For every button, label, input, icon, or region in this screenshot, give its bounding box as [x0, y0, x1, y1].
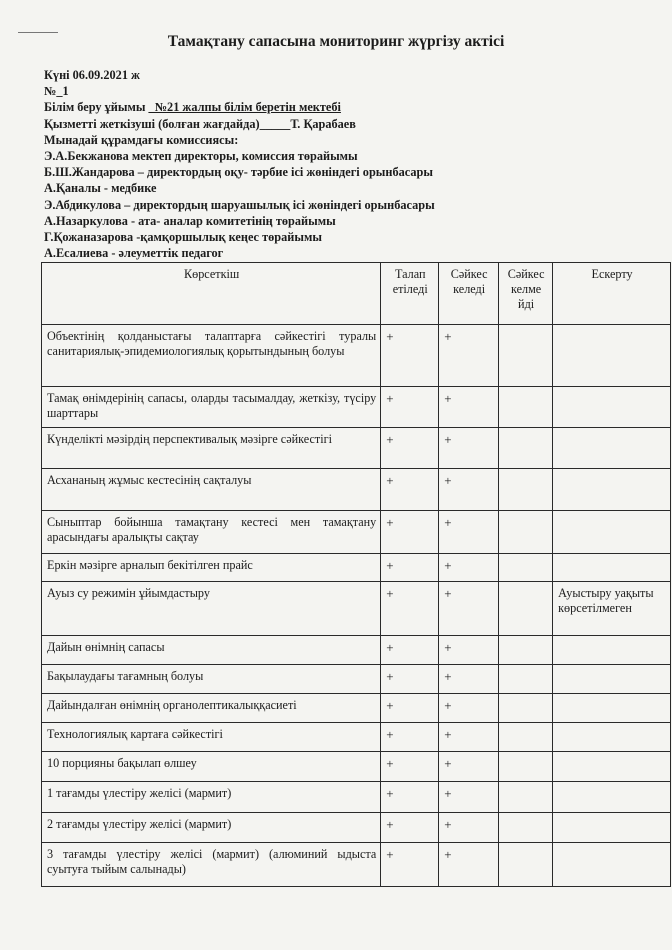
- compliant-mark: +: [439, 428, 499, 469]
- note-cell: [553, 387, 671, 428]
- noncompliant-mark: [499, 428, 553, 469]
- table-row: [42, 469, 671, 511]
- supplier-blank: _____: [259, 116, 291, 131]
- required-mark: +: [381, 665, 439, 694]
- indicator-cell: 2 тағамды үлестіру желісі (мармит): [42, 813, 381, 843]
- table-row: [42, 636, 671, 665]
- organization-line: [44, 99, 644, 115]
- note-cell: [553, 469, 671, 511]
- organization-value: _№21 жалпы білім беретін мектебі: [148, 100, 341, 115]
- noncompliant-mark: [499, 554, 553, 582]
- required-mark: +: [381, 694, 439, 723]
- indicator-cell: 10 порцияны бақылап өлшеу: [42, 752, 381, 782]
- note-cell: [553, 325, 671, 387]
- note-cell: [553, 813, 671, 843]
- noncompliant-mark: [499, 843, 553, 887]
- document-title: Тамақтану сапасына мониторинг жүргізу актісі: [167, 33, 505, 50]
- compliant-mark: +: [439, 636, 499, 665]
- noncompliant-mark: [499, 752, 553, 782]
- indicator-cell: Сыныптар бойынша тамақтану кестесі мен тамақтану арасындағы аралықты сақтау: [42, 511, 381, 554]
- indicator-cell: Бақылаудағы тағамның болуы: [42, 665, 381, 694]
- required-mark: +: [381, 387, 439, 428]
- supplier-value: Т. Қарабаев: [290, 116, 356, 131]
- noncompliant-mark: [499, 469, 553, 511]
- table-row: [42, 752, 671, 782]
- table-row: [42, 387, 671, 428]
- supplier-label: Қызметті жеткізуші (болған жағдайда): [44, 116, 260, 131]
- compliant-mark: +: [439, 554, 499, 582]
- compliant-mark: +: [439, 665, 499, 694]
- required-mark: +: [381, 428, 439, 469]
- monitoring-table: [41, 262, 671, 887]
- indicator-cell: Еркін мәзірге арналып бекітілген прайс: [42, 554, 381, 582]
- compliant-mark: +: [439, 843, 499, 887]
- noncompliant-mark: [499, 723, 553, 752]
- header-required: Талап етіледі: [381, 263, 439, 325]
- number-line: №_1: [44, 84, 69, 99]
- compliant-mark: +: [439, 387, 499, 428]
- noncompliant-mark: [499, 782, 553, 813]
- commission-member: Э.Абдикулова – директордың шаруашылық ісі жөніндегі орынбасары: [44, 197, 435, 212]
- table-row: [42, 325, 671, 387]
- table-row: [42, 813, 671, 843]
- required-mark: +: [381, 636, 439, 665]
- required-mark: +: [381, 813, 439, 843]
- indicator-cell: Күнделікті мәзірдің перспективалық мәзірге сәйкестігі: [42, 428, 381, 469]
- note-cell: [553, 843, 671, 887]
- table-header-row: [42, 263, 671, 325]
- note-cell: [553, 428, 671, 469]
- indicator-cell: Тамақ өнімдерінің сапасы, оларды тасымалдау, жеткізу, түсіру шарттары: [42, 387, 381, 428]
- indicator-cell: Асхананың жұмыс кестесінің сақталуы: [42, 469, 381, 511]
- required-mark: +: [381, 511, 439, 554]
- note-cell: [553, 723, 671, 752]
- header-block: [44, 67, 644, 261]
- required-mark: +: [381, 582, 439, 636]
- note-cell: [553, 694, 671, 723]
- table-row: [42, 723, 671, 752]
- compliant-mark: +: [439, 723, 499, 752]
- table-row: [42, 843, 671, 887]
- indicator-cell: Дайындалған өнімнің органолептикалыққасиеті: [42, 694, 381, 723]
- table-row: [42, 582, 671, 636]
- required-mark: +: [381, 782, 439, 813]
- indicator-cell: Объектінің қолданыстағы талаптарға сәйкестігі туралы санитариялық-эпидемиологиялық қорытындының болуы: [42, 325, 381, 387]
- commission-member: А.Қаналы - медбике: [44, 181, 157, 196]
- note-cell: [553, 752, 671, 782]
- compliant-mark: +: [439, 813, 499, 843]
- header-noncompliant: Сәйкес келме йді: [499, 263, 553, 325]
- table-row: [42, 428, 671, 469]
- note-cell: [553, 636, 671, 665]
- header-indicator: Көрсеткіш: [42, 263, 381, 325]
- indicator-cell: 3 тағамды үлестіру желісі (мармит) (алюминий ыдыста суытуға тыйым салынады): [42, 843, 381, 887]
- compliant-mark: +: [439, 694, 499, 723]
- required-mark: +: [381, 843, 439, 887]
- indicator-cell: Ауыз су режимін ұйымдастыру: [42, 582, 381, 636]
- required-mark: +: [381, 752, 439, 782]
- noncompliant-mark: [499, 665, 553, 694]
- compliant-mark: +: [439, 752, 499, 782]
- header-compliant: Сәйкес келеді: [439, 263, 499, 325]
- header-note: Ескерту: [553, 263, 671, 325]
- noncompliant-mark: [499, 582, 553, 636]
- table-row: [42, 554, 671, 582]
- note-cell: [553, 665, 671, 694]
- commission-member: Э.А.Бекжанова мектеп директоры, комиссия төрайымы: [44, 149, 358, 164]
- required-mark: +: [381, 723, 439, 752]
- required-mark: +: [381, 469, 439, 511]
- compliant-mark: +: [439, 782, 499, 813]
- indicator-cell: 1 тағамды үлестіру желісі (мармит): [42, 782, 381, 813]
- note-cell: [553, 554, 671, 582]
- commission-intro: Мынадай құрамдағы комиссиясы:: [44, 132, 239, 147]
- indicator-cell: Технологиялық картаға сәйкестігі: [42, 723, 381, 752]
- required-mark: +: [381, 554, 439, 582]
- compliant-mark: +: [439, 511, 499, 554]
- noncompliant-mark: [499, 694, 553, 723]
- commission-member: А.Назаркулова - ата- аналар комитетінің төрайымы: [44, 213, 336, 228]
- noncompliant-mark: [499, 636, 553, 665]
- note-cell: [553, 782, 671, 813]
- noncompliant-mark: [499, 387, 553, 428]
- table-row: [42, 694, 671, 723]
- table-row: [42, 782, 671, 813]
- noncompliant-mark: [499, 325, 553, 387]
- required-mark: +: [381, 325, 439, 387]
- note-cell: Ауыстыру уақыты көрсетілмеген: [553, 582, 671, 636]
- compliant-mark: +: [439, 325, 499, 387]
- date-line: Күні 06.09.2021 ж: [44, 68, 140, 82]
- table-row: [42, 665, 671, 694]
- commission-member: Б.Ш.Жандарова – директордың оқу- тәрбие ісі жөніндегі орынбасары: [44, 165, 433, 180]
- commission-member: А.Есалиева - әлеуметтік педагог: [44, 246, 224, 261]
- compliant-mark: +: [439, 582, 499, 636]
- indicator-cell: Дайын өнімнің сапасы: [42, 636, 381, 665]
- table-row: [42, 511, 671, 554]
- organization-label: Білім беру ұйымы: [44, 100, 146, 115]
- supplier-line: [44, 116, 644, 132]
- noncompliant-mark: [499, 813, 553, 843]
- commission-member: Г.Қожаназарова -қамқоршылық кеңес төрайымы: [44, 230, 322, 245]
- noncompliant-mark: [499, 511, 553, 554]
- note-cell: [553, 511, 671, 554]
- compliant-mark: +: [439, 469, 499, 511]
